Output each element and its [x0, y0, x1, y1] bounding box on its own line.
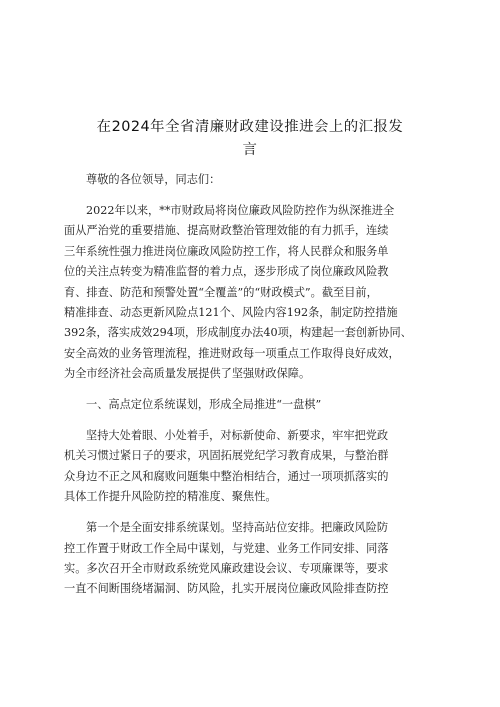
- section-heading-1: [64, 395, 436, 415]
- paragraph-line: 为全市经济社会高质量发展提供了坚强财政保障。: [64, 367, 311, 381]
- title-line-2: 言: [242, 142, 258, 158]
- paragraph-line: 392条，落实成效294项，形成制度办法40项，构建起一套创新协同、: [64, 326, 412, 340]
- paragraph-line: 一直不间断围绕堵漏洞、防风险，扎实开展岗位廉政风险排查防控: [64, 582, 389, 596]
- paragraph-line: 安全高效的业务管理流程，推进财政每一项重点工作取得良好成效，: [64, 346, 400, 360]
- paragraph-intro: [64, 201, 436, 385]
- salutation: [64, 170, 436, 190]
- paragraph-section-1: [64, 426, 436, 508]
- paragraph-line: 坚持大处着眼、小处着手，对标新使命、新要求，牢牢把党政: [86, 428, 389, 442]
- paragraph-line: 三年系统性强力推进岗位廉政风险防控工作，将人民群众和服务单: [64, 244, 389, 258]
- paragraph-line: 育、排查、防范和预警处置“全覆盖”的“财政模式”。截至目前，: [64, 285, 378, 299]
- section-heading-text: 一、高点定位系统谋划，形成全局推进“一盘棋”: [86, 398, 322, 412]
- paragraph-line: 实。多次召开全市财政系统党风廉政建设会议、专项廉课等，要求: [64, 561, 389, 575]
- document-body: [64, 170, 436, 610]
- paragraph-line: 位的关注点转变为精准监督的着力点，逐步形成了岗位廉政风险教: [64, 265, 389, 279]
- salutation-text: 尊敬的各位领导，同志们：: [86, 173, 221, 186]
- paragraph-line: 精准排查、动态更新风险点121个、风险内容192条，制定防控措施: [64, 305, 398, 319]
- paragraph-line: 控工作置于财政工作全局中谋划，与党建、业务工作同安排、同落: [64, 541, 389, 555]
- paragraph-section-1-sub: [64, 518, 436, 600]
- paragraph-line: 机关习惯过紧日子的要求，巩固拓展党纪学习教育成果，与整治群: [64, 449, 389, 463]
- paragraph-line: 2022年以来，**市财政局将岗位廉政风险防控作为纵深推进全: [86, 203, 395, 217]
- paragraph-line: 具体工作提升风险防控的精准度、聚焦性。: [64, 490, 277, 504]
- paragraph-line: 众身边不正之风和腐败问题集中整治相结合，通过一项项抓落实的: [64, 469, 389, 483]
- title-line-1: 在2024年全省清廉财政建设推进会上的汇报发: [96, 119, 404, 135]
- paragraph-line: 面从严治党的重要措施、提高财政整治管理效能的有力抓手，连续: [64, 224, 389, 238]
- document-title: [82, 116, 418, 162]
- paragraph-line: 第一个是全面安排系统谋划。坚持高站位安排。把廉政风险防: [86, 521, 389, 535]
